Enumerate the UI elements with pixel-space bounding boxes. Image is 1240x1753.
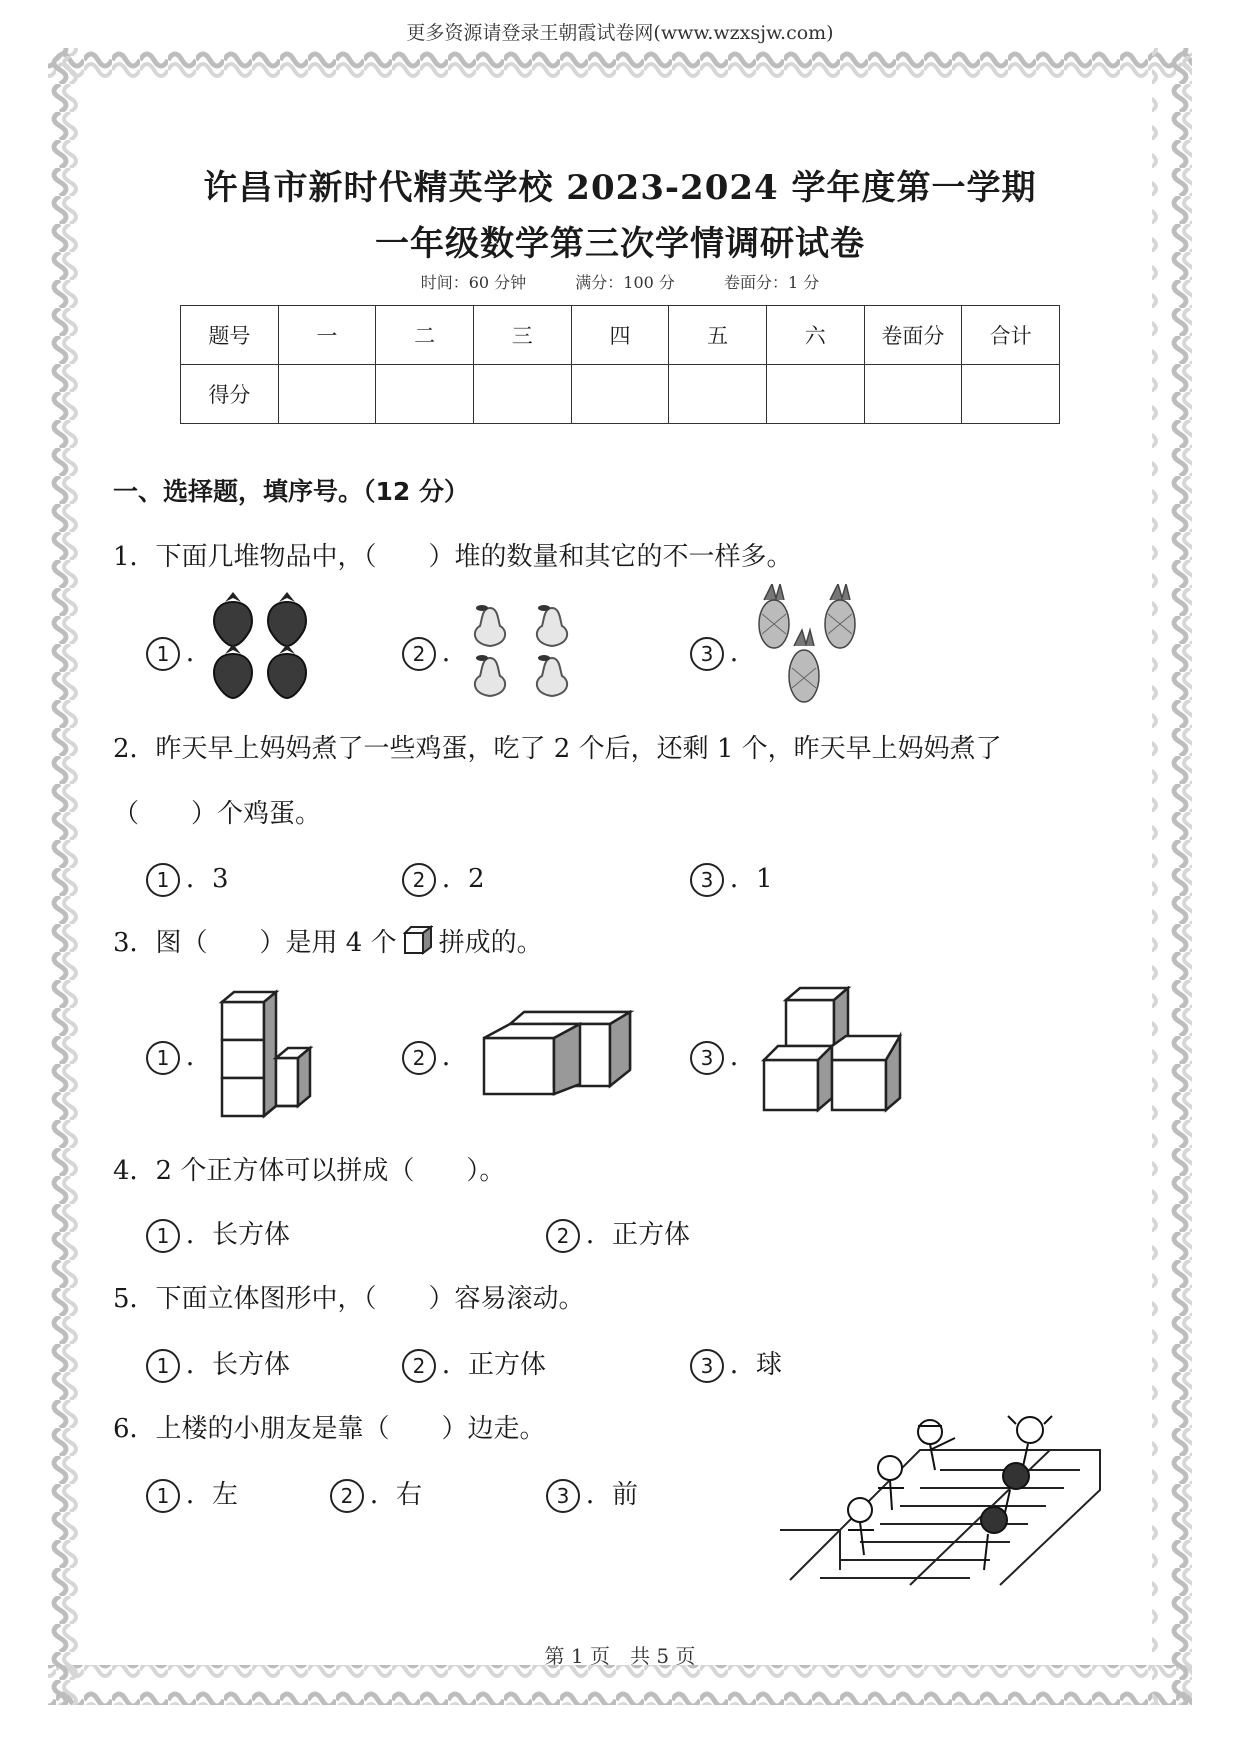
score-cell[interactable] (376, 365, 474, 424)
score-table-score-row (181, 365, 1060, 424)
option-text: 正方体 (468, 1350, 547, 1380)
cube-stack-figure-1 (218, 988, 336, 1122)
q2-option-1[interactable]: 1 ．3 (146, 858, 229, 897)
score-table-header-row (181, 306, 1060, 365)
circle-number: 1 (146, 1219, 180, 1253)
header-cell: 题号 (181, 306, 279, 365)
q5-option-2[interactable]: 2 ．正方体 (402, 1344, 546, 1383)
website-watermark: 更多资源请登录王朝霞试卷网(www.wzxsjw.com) (406, 22, 834, 44)
question-4: 4．2 个正方体可以拼成（ ）。 (113, 1156, 506, 1186)
option-text: 长方体 (212, 1350, 291, 1380)
exam-meta (0, 270, 1240, 293)
q6-option-2[interactable]: 2 ．右 (330, 1474, 422, 1513)
circle-number: 1 (146, 1041, 180, 1075)
q1-option-1[interactable] (146, 632, 212, 671)
circle-number: 3 (690, 1041, 724, 1075)
q3-option-1[interactable]: 1 ． (146, 1036, 212, 1075)
question-2-line1: 2．昨天早上妈妈煮了一些鸡蛋，吃了 2 个后，还剩 1 个，昨天早上妈妈煮了 (113, 734, 1002, 764)
q2-option-3[interactable]: 3 ．1 (690, 858, 773, 897)
exam-time: 时间：60 分钟 (420, 273, 527, 292)
circle-number: 2 (402, 863, 436, 897)
question-6: 6．上楼的小朋友是靠（ ）边走。 (113, 1414, 546, 1444)
circle-number: 1 (146, 637, 180, 671)
header-cell: 三 (473, 306, 571, 365)
option-text: 左 (212, 1480, 239, 1510)
pineapple-group-image (750, 584, 870, 710)
circle-number: 2 (402, 1349, 436, 1383)
header-cell: 五 (669, 306, 767, 365)
option-text: 球 (756, 1350, 783, 1380)
q5-option-1[interactable]: 1 ．长方体 (146, 1344, 290, 1383)
small-cube-icon (403, 925, 433, 955)
q2-option-2[interactable]: 2 ．2 (402, 858, 485, 897)
question-2-line2: （ ）个鸡蛋。 (113, 799, 322, 829)
q1-option-3[interactable] (690, 632, 756, 671)
circle-number: 3 (690, 637, 724, 671)
circle-number: 3 (690, 1349, 724, 1383)
option-dot: ． (730, 638, 757, 668)
header-cell: 四 (571, 306, 669, 365)
q6-option-3[interactable]: 3 ．前 (546, 1474, 638, 1513)
option-dot: ． (442, 638, 469, 668)
question-1: 1．下面几堆物品中，（ ）堆的数量和其它的不一样多。 (113, 542, 793, 572)
q3-option-3[interactable]: 3 ． (690, 1036, 756, 1075)
option-text: 1 (756, 864, 773, 894)
score-cell[interactable] (864, 365, 962, 424)
option-text: 正方体 (612, 1220, 691, 1250)
option-dot: ． (186, 638, 213, 668)
circle-number: 2 (402, 637, 436, 671)
score-cell[interactable] (766, 365, 864, 424)
question-3-text-a: 3．图（ ）是用 4 个 (113, 928, 397, 958)
score-table (180, 305, 1060, 424)
row-label-cell: 得分 (181, 365, 279, 424)
section1-heading: 一、选择题，填序号。（12 分） (113, 477, 469, 506)
q3-option-2[interactable]: 2 ． (402, 1036, 468, 1075)
header-cell: 二 (376, 306, 474, 365)
q5-option-3[interactable]: 3 ．球 (690, 1344, 782, 1383)
circle-number: 1 (146, 1349, 180, 1383)
score-cell[interactable] (962, 365, 1060, 424)
option-text: 2 (468, 864, 485, 894)
q1-option-2[interactable] (402, 632, 468, 671)
question-3 (113, 922, 543, 959)
exam-neatness-score: 卷面分：1 分 (724, 273, 820, 292)
circle-number: 2 (546, 1219, 580, 1253)
score-cell[interactable] (278, 365, 376, 424)
q6-option-1[interactable]: 1 ．左 (146, 1474, 238, 1513)
circle-number: 2 (330, 1479, 364, 1513)
exam-full-score: 满分：100 分 (575, 273, 675, 292)
question-5: 5．下面立体图形中，（ ）容易滚动。 (113, 1284, 585, 1314)
circle-number: 3 (546, 1479, 580, 1513)
children-on-stairs-illustration (770, 1410, 1115, 1590)
score-cell[interactable] (669, 365, 767, 424)
exam-title-line2: 一年级数学第三次学情调研试卷 (375, 224, 865, 264)
header-cell: 卷面分 (864, 306, 962, 365)
strawberry-group-image (205, 588, 315, 706)
circle-number: 1 (146, 863, 180, 897)
score-cell[interactable] (473, 365, 571, 424)
cube-stack-figure-2 (480, 1008, 640, 1098)
header-cell: 一 (278, 306, 376, 365)
circle-number: 2 (402, 1041, 436, 1075)
option-text: 前 (612, 1480, 639, 1510)
q4-option-1[interactable]: 1 ．长方体 (146, 1214, 290, 1253)
pear-group-image (462, 598, 582, 700)
question-3-text-b: 拼成的。 (438, 928, 543, 958)
exam-title-line1: 许昌市新时代精英学校 2023-2024 学年度第一学期 (203, 168, 1037, 208)
circle-number: 1 (146, 1479, 180, 1513)
header-cell: 合计 (962, 306, 1060, 365)
option-text: 右 (396, 1480, 423, 1510)
option-text: 长方体 (212, 1220, 291, 1250)
q4-option-2[interactable]: 2 ．正方体 (546, 1214, 690, 1253)
page-footer: 第 1 页 共 5 页 (544, 1644, 696, 1668)
option-text: 3 (212, 864, 229, 894)
circle-number: 3 (690, 863, 724, 897)
cube-stack-figure-3 (760, 986, 914, 1114)
score-cell[interactable] (571, 365, 669, 424)
header-cell: 六 (766, 306, 864, 365)
